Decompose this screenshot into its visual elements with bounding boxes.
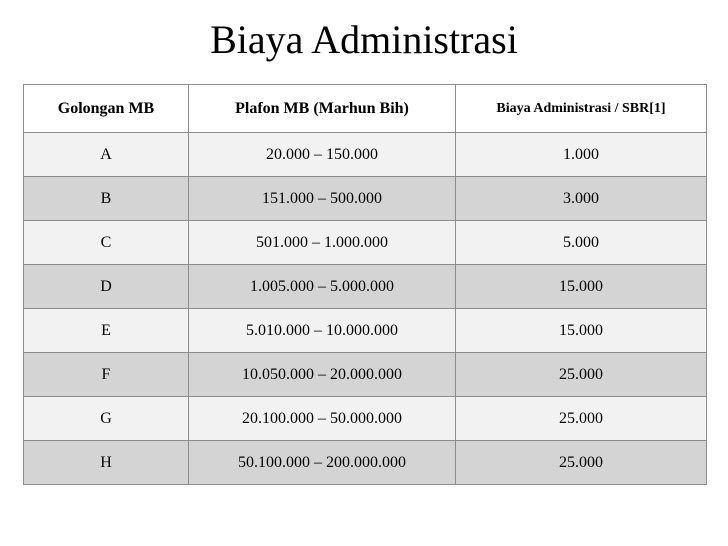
cell-golongan: D [24, 265, 189, 309]
cell-plafon: 501.000 – 1.000.000 [189, 221, 456, 265]
cell-biaya: 3.000 [456, 177, 707, 221]
cell-golongan: G [24, 397, 189, 441]
cell-biaya: 15.000 [456, 265, 707, 309]
cell-plafon: 20.100.000 – 50.000.000 [189, 397, 456, 441]
cell-biaya: 1.000 [456, 133, 707, 177]
cell-biaya: 25.000 [456, 397, 707, 441]
cell-golongan: F [24, 353, 189, 397]
cell-golongan: A [24, 133, 189, 177]
header-plafon: Plafon MB (Marhun Bih) [189, 85, 456, 133]
table-row [24, 177, 707, 221]
table-row [24, 397, 707, 441]
table-row [24, 265, 707, 309]
cell-biaya: 25.000 [456, 441, 707, 485]
cell-plafon: 151.000 – 500.000 [189, 177, 456, 221]
cell-plafon: 5.010.000 – 10.000.000 [189, 309, 456, 353]
table-row [24, 133, 707, 177]
page-title: Biaya Administrasi [210, 17, 518, 62]
cell-golongan: C [24, 221, 189, 265]
cell-plafon: 50.100.000 – 200.000.000 [189, 441, 456, 485]
cell-biaya: 5.000 [456, 221, 707, 265]
table-header-row [24, 85, 707, 133]
cell-plafon: 1.005.000 – 5.000.000 [189, 265, 456, 309]
cell-golongan: B [24, 177, 189, 221]
cell-biaya: 25.000 [456, 353, 707, 397]
cell-biaya: 15.000 [456, 309, 707, 353]
table-row [24, 309, 707, 353]
header-golongan: Golongan MB [24, 85, 189, 133]
table-row [24, 353, 707, 397]
table-row [24, 221, 707, 265]
cell-plafon: 10.050.000 – 20.000.000 [189, 353, 456, 397]
cell-plafon: 20.000 – 150.000 [189, 133, 456, 177]
admin-fee-table [23, 84, 707, 485]
cell-golongan: E [24, 309, 189, 353]
cell-golongan: H [24, 441, 189, 485]
header-biaya: Biaya Administrasi / SBR[1] [456, 85, 707, 133]
table-row [24, 441, 707, 485]
